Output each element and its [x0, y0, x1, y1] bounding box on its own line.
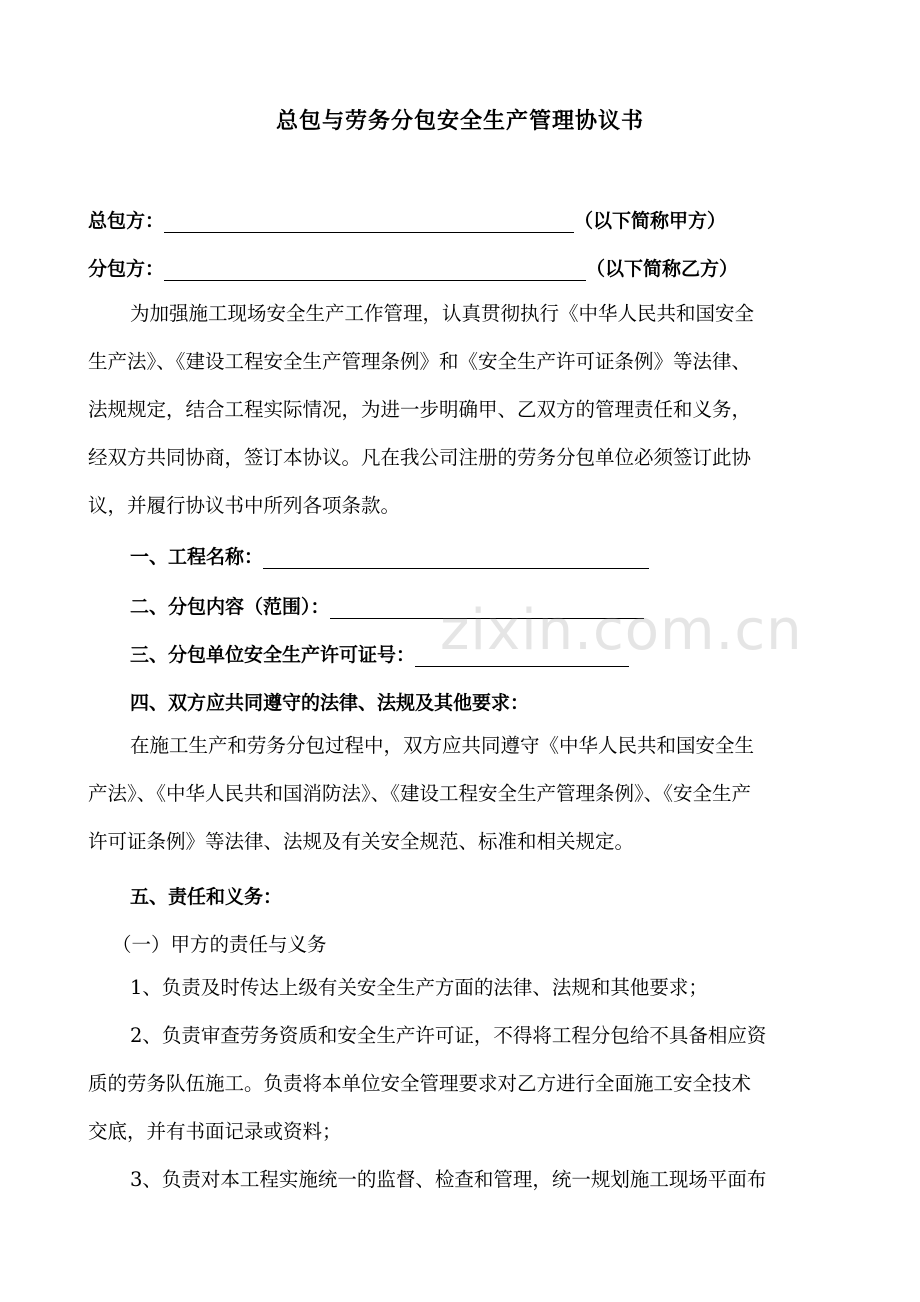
section4-heading: 四、双方应共同遵守的法律、法规及其他要求：: [130, 692, 530, 714]
intro-line: 生产法》、《建设工程安全生产管理条例》和《安全生产许可证条例》等法律、: [88, 350, 752, 373]
section5-paragraph: [88, 964, 832, 1204]
scope-label: 二、分包内容（范围）：: [130, 596, 330, 618]
intro-line: 议，并履行协议书中所列各项条款。: [88, 494, 401, 517]
project-name-blank: [263, 548, 649, 569]
license-label: 三、分包单位安全生产许可证号：: [130, 644, 416, 666]
project-name-line: [130, 542, 649, 569]
item-2-line: 质的劳务队伍施工。负责将本单位安全管理要求对乙方进行全面施工安全技术: [88, 1072, 752, 1095]
section5-heading: 五、责任和义务：: [130, 886, 283, 908]
subcontractor-line: [88, 254, 738, 281]
item-1: 1、负责及时传达上级有关安全生产方面的法律、法规和其他要求；: [130, 976, 708, 999]
general-contractor-blank: [164, 212, 574, 233]
section4-line: 在施工生产和劳务分包过程中，双方应共同遵守《中华人民共和国安全生: [130, 734, 755, 757]
general-contractor-label: 总包方：: [88, 210, 165, 232]
watermark-text: zixin.com.cn: [440, 598, 803, 663]
intro-line: 为加强施工现场安全生产工作管理，认真贯彻执行《中华人民共和国安全: [130, 302, 755, 325]
item-2-line: 2、负责审查劳务资质和安全生产许可证，不得将工程分包给不具备相应资: [130, 1024, 767, 1047]
section5-subheading: （一）甲方的责任与义务: [112, 933, 327, 956]
subcontractor-suffix: （以下简称乙方）: [586, 258, 739, 280]
project-name-label: 一、工程名称：: [130, 546, 264, 568]
intro-line: 法规规定，结合工程实际情况，为进一步明确甲、乙双方的管理责任和义务，: [88, 398, 752, 421]
general-contractor-line: [88, 206, 726, 233]
general-contractor-suffix: （以下简称甲方）: [574, 210, 727, 232]
item-2-line: 交底，并有书面记录或资料；: [88, 1120, 342, 1143]
section4-paragraph: [88, 722, 832, 866]
item-3: 3、负责对本工程实施统一的监督、检查和管理，统一规划施工现场平面布: [130, 1168, 767, 1191]
intro-line: 经双方共同协商，签订本协议。凡在我公司注册的劳务分包单位必须签订此协: [88, 446, 752, 469]
subcontractor-blank: [164, 260, 586, 281]
section4-line: 许可证条例》等法律、法规及有关安全规范、标准和相关规定。: [88, 830, 635, 853]
subcontractor-label: 分包方：: [88, 258, 165, 280]
document-title: 总包与劳务分包安全生产管理协议书: [275, 109, 644, 134]
intro-paragraph: [88, 290, 832, 530]
section4-line: 产法》、《中华人民共和国消防法》、《建设工程安全生产管理条例》、《安全生产: [88, 782, 752, 805]
